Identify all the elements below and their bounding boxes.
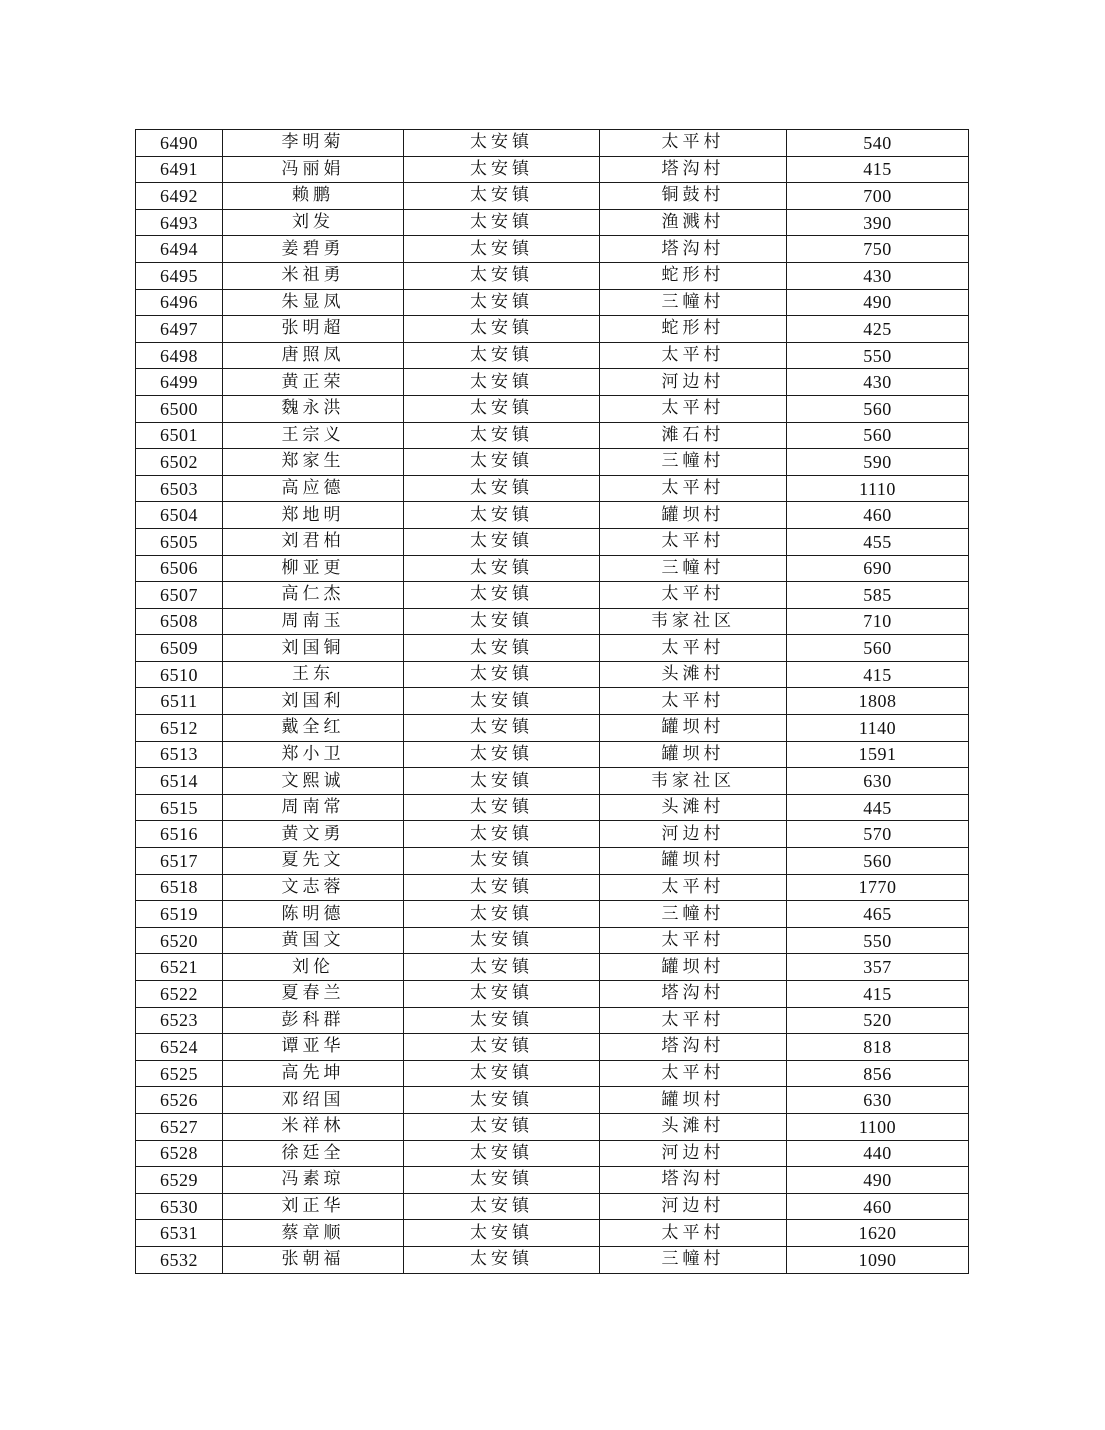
amount-cell: 750 <box>787 236 969 263</box>
town-cell: 太安镇 <box>404 715 600 742</box>
village-cell: 太平村 <box>600 395 787 422</box>
town-cell: 太安镇 <box>404 1060 600 1087</box>
village-cell: 头滩村 <box>600 794 787 821</box>
amount-cell: 818 <box>787 1034 969 1061</box>
table-row <box>136 395 969 422</box>
amount-cell: 357 <box>787 954 969 981</box>
town-cell: 太安镇 <box>404 954 600 981</box>
name-cell: 刘正华 <box>223 1193 404 1220</box>
table-row <box>136 1007 969 1034</box>
amount-cell: 1770 <box>787 874 969 901</box>
village-cell: 三幢村 <box>600 449 787 476</box>
amount-cell: 415 <box>787 981 969 1008</box>
roster-table <box>135 129 969 1274</box>
amount-cell: 1140 <box>787 715 969 742</box>
town-cell: 太安镇 <box>404 342 600 369</box>
table-row <box>136 1220 969 1247</box>
row-number-cell: 6524 <box>136 1034 223 1061</box>
town-cell: 太安镇 <box>404 156 600 183</box>
village-cell: 太平村 <box>600 1060 787 1087</box>
table-row <box>136 449 969 476</box>
row-number-cell: 6528 <box>136 1140 223 1167</box>
row-number-cell: 6513 <box>136 741 223 768</box>
village-cell: 太平村 <box>600 528 787 555</box>
town-cell: 太安镇 <box>404 848 600 875</box>
town-cell: 太安镇 <box>404 1220 600 1247</box>
name-cell: 唐照凤 <box>223 342 404 369</box>
table-row <box>136 768 969 795</box>
name-cell: 刘伦 <box>223 954 404 981</box>
amount-cell: 570 <box>787 821 969 848</box>
table-row <box>136 369 969 396</box>
row-number-cell: 6511 <box>136 688 223 715</box>
row-number-cell: 6506 <box>136 555 223 582</box>
name-cell: 米祖勇 <box>223 262 404 289</box>
town-cell: 太安镇 <box>404 316 600 343</box>
table-row <box>136 688 969 715</box>
name-cell: 邓绍国 <box>223 1087 404 1114</box>
table-row <box>136 608 969 635</box>
village-cell: 韦家社区 <box>600 768 787 795</box>
name-cell: 朱显凤 <box>223 289 404 316</box>
row-number-cell: 6495 <box>136 262 223 289</box>
town-cell: 太安镇 <box>404 821 600 848</box>
name-cell: 魏永洪 <box>223 395 404 422</box>
table-row <box>136 156 969 183</box>
table-row <box>136 316 969 343</box>
amount-cell: 490 <box>787 1167 969 1194</box>
town-cell: 太安镇 <box>404 1140 600 1167</box>
amount-cell: 585 <box>787 582 969 609</box>
village-cell: 铜鼓村 <box>600 183 787 210</box>
town-cell: 太安镇 <box>404 475 600 502</box>
row-number-cell: 6494 <box>136 236 223 263</box>
town-cell: 太安镇 <box>404 369 600 396</box>
amount-cell: 1808 <box>787 688 969 715</box>
table-row <box>136 236 969 263</box>
town-cell: 太安镇 <box>404 395 600 422</box>
amount-cell: 560 <box>787 395 969 422</box>
row-number-cell: 6491 <box>136 156 223 183</box>
village-cell: 河边村 <box>600 1140 787 1167</box>
town-cell: 太安镇 <box>404 209 600 236</box>
town-cell: 太安镇 <box>404 635 600 662</box>
row-number-cell: 6522 <box>136 981 223 1008</box>
name-cell: 夏春兰 <box>223 981 404 1008</box>
table-row <box>136 555 969 582</box>
table-row <box>136 1087 969 1114</box>
town-cell: 太安镇 <box>404 661 600 688</box>
name-cell: 米祥林 <box>223 1113 404 1140</box>
town-cell: 太安镇 <box>404 582 600 609</box>
row-number-cell: 6526 <box>136 1087 223 1114</box>
name-cell: 夏先文 <box>223 848 404 875</box>
amount-cell: 490 <box>787 289 969 316</box>
town-cell: 太安镇 <box>404 741 600 768</box>
roster-table-body <box>136 130 969 1274</box>
village-cell: 河边村 <box>600 369 787 396</box>
village-cell: 塔沟村 <box>600 1167 787 1194</box>
village-cell: 罐坝村 <box>600 715 787 742</box>
table-row <box>136 741 969 768</box>
row-number-cell: 6532 <box>136 1246 223 1273</box>
village-cell: 蛇形村 <box>600 316 787 343</box>
row-number-cell: 6493 <box>136 209 223 236</box>
village-cell: 三幢村 <box>600 1246 787 1273</box>
name-cell: 柳亚更 <box>223 555 404 582</box>
name-cell: 文熙诚 <box>223 768 404 795</box>
table-row <box>136 927 969 954</box>
row-number-cell: 6500 <box>136 395 223 422</box>
village-cell: 太平村 <box>600 874 787 901</box>
table-row <box>136 1167 969 1194</box>
amount-cell: 520 <box>787 1007 969 1034</box>
row-number-cell: 6498 <box>136 342 223 369</box>
name-cell: 张朝福 <box>223 1246 404 1273</box>
row-number-cell: 6507 <box>136 582 223 609</box>
town-cell: 太安镇 <box>404 981 600 1008</box>
table-row <box>136 502 969 529</box>
town-cell: 太安镇 <box>404 768 600 795</box>
town-cell: 太安镇 <box>404 422 600 449</box>
row-number-cell: 6514 <box>136 768 223 795</box>
row-number-cell: 6501 <box>136 422 223 449</box>
town-cell: 太安镇 <box>404 927 600 954</box>
village-cell: 塔沟村 <box>600 236 787 263</box>
row-number-cell: 6503 <box>136 475 223 502</box>
name-cell: 徐廷全 <box>223 1140 404 1167</box>
amount-cell: 630 <box>787 768 969 795</box>
name-cell: 刘国利 <box>223 688 404 715</box>
table-row <box>136 821 969 848</box>
table-row <box>136 981 969 1008</box>
table-row <box>136 342 969 369</box>
name-cell: 王东 <box>223 661 404 688</box>
name-cell: 高仁杰 <box>223 582 404 609</box>
table-row <box>136 1140 969 1167</box>
table-row <box>136 475 969 502</box>
row-number-cell: 6527 <box>136 1113 223 1140</box>
name-cell: 郑地明 <box>223 502 404 529</box>
amount-cell: 430 <box>787 369 969 396</box>
town-cell: 太安镇 <box>404 449 600 476</box>
amount-cell: 460 <box>787 1193 969 1220</box>
name-cell: 彭科群 <box>223 1007 404 1034</box>
row-number-cell: 6512 <box>136 715 223 742</box>
name-cell: 谭亚华 <box>223 1034 404 1061</box>
village-cell: 罐坝村 <box>600 502 787 529</box>
village-cell: 太平村 <box>600 1007 787 1034</box>
table-row <box>136 1113 969 1140</box>
name-cell: 赖鹏 <box>223 183 404 210</box>
name-cell: 刘君柏 <box>223 528 404 555</box>
village-cell: 三幢村 <box>600 555 787 582</box>
name-cell: 张明超 <box>223 316 404 343</box>
amount-cell: 590 <box>787 449 969 476</box>
table-row <box>136 262 969 289</box>
name-cell: 周南常 <box>223 794 404 821</box>
row-number-cell: 6517 <box>136 848 223 875</box>
table-row <box>136 1034 969 1061</box>
town-cell: 太安镇 <box>404 901 600 928</box>
name-cell: 刘国铜 <box>223 635 404 662</box>
name-cell: 陈明德 <box>223 901 404 928</box>
amount-cell: 1100 <box>787 1113 969 1140</box>
amount-cell: 700 <box>787 183 969 210</box>
table-row <box>136 1193 969 1220</box>
village-cell: 三幢村 <box>600 901 787 928</box>
amount-cell: 445 <box>787 794 969 821</box>
table-row <box>136 954 969 981</box>
town-cell: 太安镇 <box>404 1113 600 1140</box>
village-cell: 三幢村 <box>600 289 787 316</box>
amount-cell: 710 <box>787 608 969 635</box>
amount-cell: 550 <box>787 342 969 369</box>
amount-cell: 425 <box>787 316 969 343</box>
amount-cell: 430 <box>787 262 969 289</box>
town-cell: 太安镇 <box>404 608 600 635</box>
town-cell: 太安镇 <box>404 289 600 316</box>
town-cell: 太安镇 <box>404 1034 600 1061</box>
village-cell: 罐坝村 <box>600 741 787 768</box>
table-row <box>136 1060 969 1087</box>
amount-cell: 1090 <box>787 1246 969 1273</box>
amount-cell: 415 <box>787 661 969 688</box>
table-row <box>136 528 969 555</box>
row-number-cell: 6523 <box>136 1007 223 1034</box>
town-cell: 太安镇 <box>404 1193 600 1220</box>
table-row <box>136 422 969 449</box>
name-cell: 刘发 <box>223 209 404 236</box>
amount-cell: 560 <box>787 635 969 662</box>
row-number-cell: 6530 <box>136 1193 223 1220</box>
amount-cell: 690 <box>787 555 969 582</box>
row-number-cell: 6496 <box>136 289 223 316</box>
amount-cell: 440 <box>787 1140 969 1167</box>
name-cell: 戴全红 <box>223 715 404 742</box>
village-cell: 罐坝村 <box>600 1087 787 1114</box>
village-cell: 罐坝村 <box>600 848 787 875</box>
row-number-cell: 6509 <box>136 635 223 662</box>
table-row <box>136 183 969 210</box>
amount-cell: 415 <box>787 156 969 183</box>
village-cell: 滩石村 <box>600 422 787 449</box>
amount-cell: 630 <box>787 1087 969 1114</box>
village-cell: 太平村 <box>600 475 787 502</box>
town-cell: 太安镇 <box>404 794 600 821</box>
amount-cell: 1591 <box>787 741 969 768</box>
town-cell: 太安镇 <box>404 688 600 715</box>
row-number-cell: 6529 <box>136 1167 223 1194</box>
village-cell: 头滩村 <box>600 661 787 688</box>
village-cell: 塔沟村 <box>600 981 787 1008</box>
row-number-cell: 6521 <box>136 954 223 981</box>
name-cell: 蔡章顺 <box>223 1220 404 1247</box>
amount-cell: 540 <box>787 130 969 157</box>
name-cell: 黄文勇 <box>223 821 404 848</box>
town-cell: 太安镇 <box>404 1087 600 1114</box>
village-cell: 太平村 <box>600 635 787 662</box>
village-cell: 太平村 <box>600 342 787 369</box>
row-number-cell: 6515 <box>136 794 223 821</box>
town-cell: 太安镇 <box>404 130 600 157</box>
amount-cell: 560 <box>787 848 969 875</box>
row-number-cell: 6502 <box>136 449 223 476</box>
amount-cell: 856 <box>787 1060 969 1087</box>
town-cell: 太安镇 <box>404 555 600 582</box>
village-cell: 河边村 <box>600 1193 787 1220</box>
row-number-cell: 6497 <box>136 316 223 343</box>
name-cell: 姜碧勇 <box>223 236 404 263</box>
amount-cell: 1110 <box>787 475 969 502</box>
table-row <box>136 289 969 316</box>
village-cell: 太平村 <box>600 582 787 609</box>
table-row <box>136 209 969 236</box>
village-cell: 塔沟村 <box>600 1034 787 1061</box>
table-row <box>136 794 969 821</box>
table-row <box>136 130 969 157</box>
town-cell: 太安镇 <box>404 874 600 901</box>
row-number-cell: 6531 <box>136 1220 223 1247</box>
name-cell: 冯丽娟 <box>223 156 404 183</box>
row-number-cell: 6510 <box>136 661 223 688</box>
row-number-cell: 6504 <box>136 502 223 529</box>
table-row <box>136 901 969 928</box>
amount-cell: 1620 <box>787 1220 969 1247</box>
amount-cell: 460 <box>787 502 969 529</box>
row-number-cell: 6492 <box>136 183 223 210</box>
name-cell: 郑小卫 <box>223 741 404 768</box>
name-cell: 郑家生 <box>223 449 404 476</box>
amount-cell: 455 <box>787 528 969 555</box>
row-number-cell: 6505 <box>136 528 223 555</box>
name-cell: 李明菊 <box>223 130 404 157</box>
row-number-cell: 6490 <box>136 130 223 157</box>
town-cell: 太安镇 <box>404 1167 600 1194</box>
name-cell: 高先坤 <box>223 1060 404 1087</box>
row-number-cell: 6516 <box>136 821 223 848</box>
village-cell: 太平村 <box>600 1220 787 1247</box>
village-cell: 河边村 <box>600 821 787 848</box>
amount-cell: 390 <box>787 209 969 236</box>
row-number-cell: 6518 <box>136 874 223 901</box>
village-cell: 太平村 <box>600 130 787 157</box>
table-row <box>136 661 969 688</box>
row-number-cell: 6519 <box>136 901 223 928</box>
village-cell: 韦家社区 <box>600 608 787 635</box>
table-row <box>136 582 969 609</box>
village-cell: 塔沟村 <box>600 156 787 183</box>
town-cell: 太安镇 <box>404 1246 600 1273</box>
table-row <box>136 848 969 875</box>
row-number-cell: 6520 <box>136 927 223 954</box>
name-cell: 高应德 <box>223 475 404 502</box>
name-cell: 周南玉 <box>223 608 404 635</box>
village-cell: 罐坝村 <box>600 954 787 981</box>
village-cell: 太平村 <box>600 688 787 715</box>
table-row <box>136 1246 969 1273</box>
town-cell: 太安镇 <box>404 1007 600 1034</box>
village-cell: 渔溅村 <box>600 209 787 236</box>
name-cell: 黄国文 <box>223 927 404 954</box>
village-cell: 头滩村 <box>600 1113 787 1140</box>
town-cell: 太安镇 <box>404 502 600 529</box>
amount-cell: 550 <box>787 927 969 954</box>
table-row <box>136 635 969 662</box>
row-number-cell: 6508 <box>136 608 223 635</box>
amount-cell: 560 <box>787 422 969 449</box>
amount-cell: 465 <box>787 901 969 928</box>
name-cell: 黄正荣 <box>223 369 404 396</box>
town-cell: 太安镇 <box>404 528 600 555</box>
town-cell: 太安镇 <box>404 183 600 210</box>
town-cell: 太安镇 <box>404 262 600 289</box>
name-cell: 冯素琼 <box>223 1167 404 1194</box>
town-cell: 太安镇 <box>404 236 600 263</box>
village-cell: 太平村 <box>600 927 787 954</box>
village-cell: 蛇形村 <box>600 262 787 289</box>
table-row <box>136 715 969 742</box>
row-number-cell: 6499 <box>136 369 223 396</box>
name-cell: 文志蓉 <box>223 874 404 901</box>
table-row <box>136 874 969 901</box>
name-cell: 王宗义 <box>223 422 404 449</box>
row-number-cell: 6525 <box>136 1060 223 1087</box>
